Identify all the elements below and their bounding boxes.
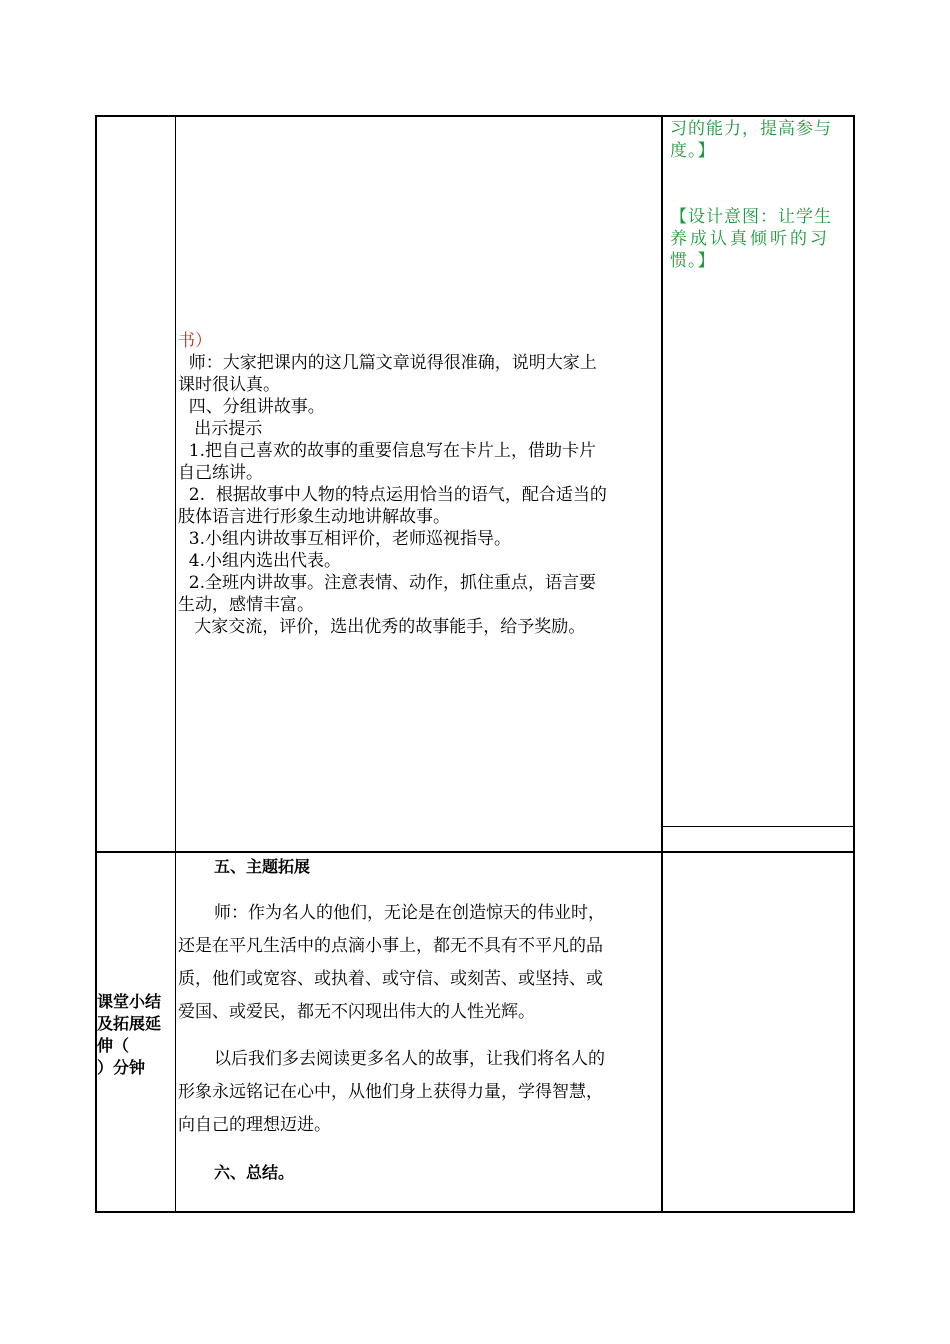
book-close-text: 书）: [178, 331, 212, 351]
label-line3: 伸（: [97, 1036, 130, 1055]
hint5-line2: 生动，感情丰富。: [178, 595, 314, 615]
summary-row-content: [178, 850, 662, 1189]
para2-line3: 向自己的理想迈进。: [178, 1115, 331, 1135]
hint2-line2: 肢体语言进行形象生动地讲解故事。: [178, 507, 450, 527]
exchange-text: 大家交流，评价，选出优秀的故事能手，给予奖励。: [178, 617, 586, 637]
table-right-border: [853, 115, 855, 1213]
hint4: 4.小组内选出代表。: [178, 551, 342, 571]
teacher-remark-line2: 课时很认真。: [178, 375, 280, 395]
right-cell-inner-line: [662, 826, 854, 827]
table-bottom-border: [95, 1211, 855, 1213]
heading-theme-extension: 五、主题拓展: [214, 857, 311, 876]
hint1-line1: 1.把自己喜欢的故事的重要信息写在卡片上，借助卡片: [178, 441, 597, 461]
hint3: 3.小组内讲故事互相评价，老师巡视指导。: [178, 529, 512, 549]
step-four-heading: 四、分组讲故事。: [178, 397, 325, 417]
note2-line2: 养成认真倾听的习: [670, 229, 830, 249]
teaching-process-cell: [178, 330, 662, 638]
para2-line1: 以后我们多去阅读更多名人的故事，让我们将名人的: [214, 1049, 605, 1069]
label-line2: 及拓展延: [97, 1014, 162, 1033]
design-note-cell: [670, 118, 852, 272]
table-top-border: [95, 115, 855, 117]
label-line4: ）分钟: [97, 1058, 146, 1077]
hint5-line1: 2.全班内讲故事。注意表情、动作，抓住重点，语言要: [178, 573, 597, 593]
note1-line2: 度。】: [670, 141, 716, 161]
para1-line2: 还是在平凡生活中的点滴小事上，都无不具有不平凡的品: [178, 936, 603, 956]
note2-line3: 惯。】: [670, 251, 716, 271]
teacher-remark-line1: 师：大家把课内的这几篇文章说得很准确，说明大家上: [178, 353, 597, 373]
label-line1: 课堂小结: [97, 992, 162, 1011]
para2-line2: 形象永远铭记在心中，从他们身上获得力量，学得智慧，: [178, 1082, 603, 1102]
para1-line4: 爱国、或爱民，都无不闪现出伟大的人性光辉。: [178, 1002, 535, 1022]
hint2-line1: 2. 根据故事中人物的特点运用恰当的语气，配合适当的: [178, 485, 607, 505]
note1-line1: 习的能力，提高参与: [670, 119, 832, 139]
note2-line1: 【设计意图：让学生: [670, 207, 832, 227]
column-divider-1: [175, 115, 176, 1213]
heading-summary: 六、总结。: [214, 1163, 295, 1182]
para1-line3: 质，他们或宽容、或执着、或守信、或刻苦、或坚持、或: [178, 969, 603, 989]
hint1-line2: 自己练讲。: [178, 463, 263, 483]
summary-row-label: [97, 991, 175, 1079]
hint-title: 出示提示: [178, 419, 263, 439]
para1-line1: 师：作为名人的他们，无论是在创造惊天的伟业时，: [214, 903, 605, 923]
